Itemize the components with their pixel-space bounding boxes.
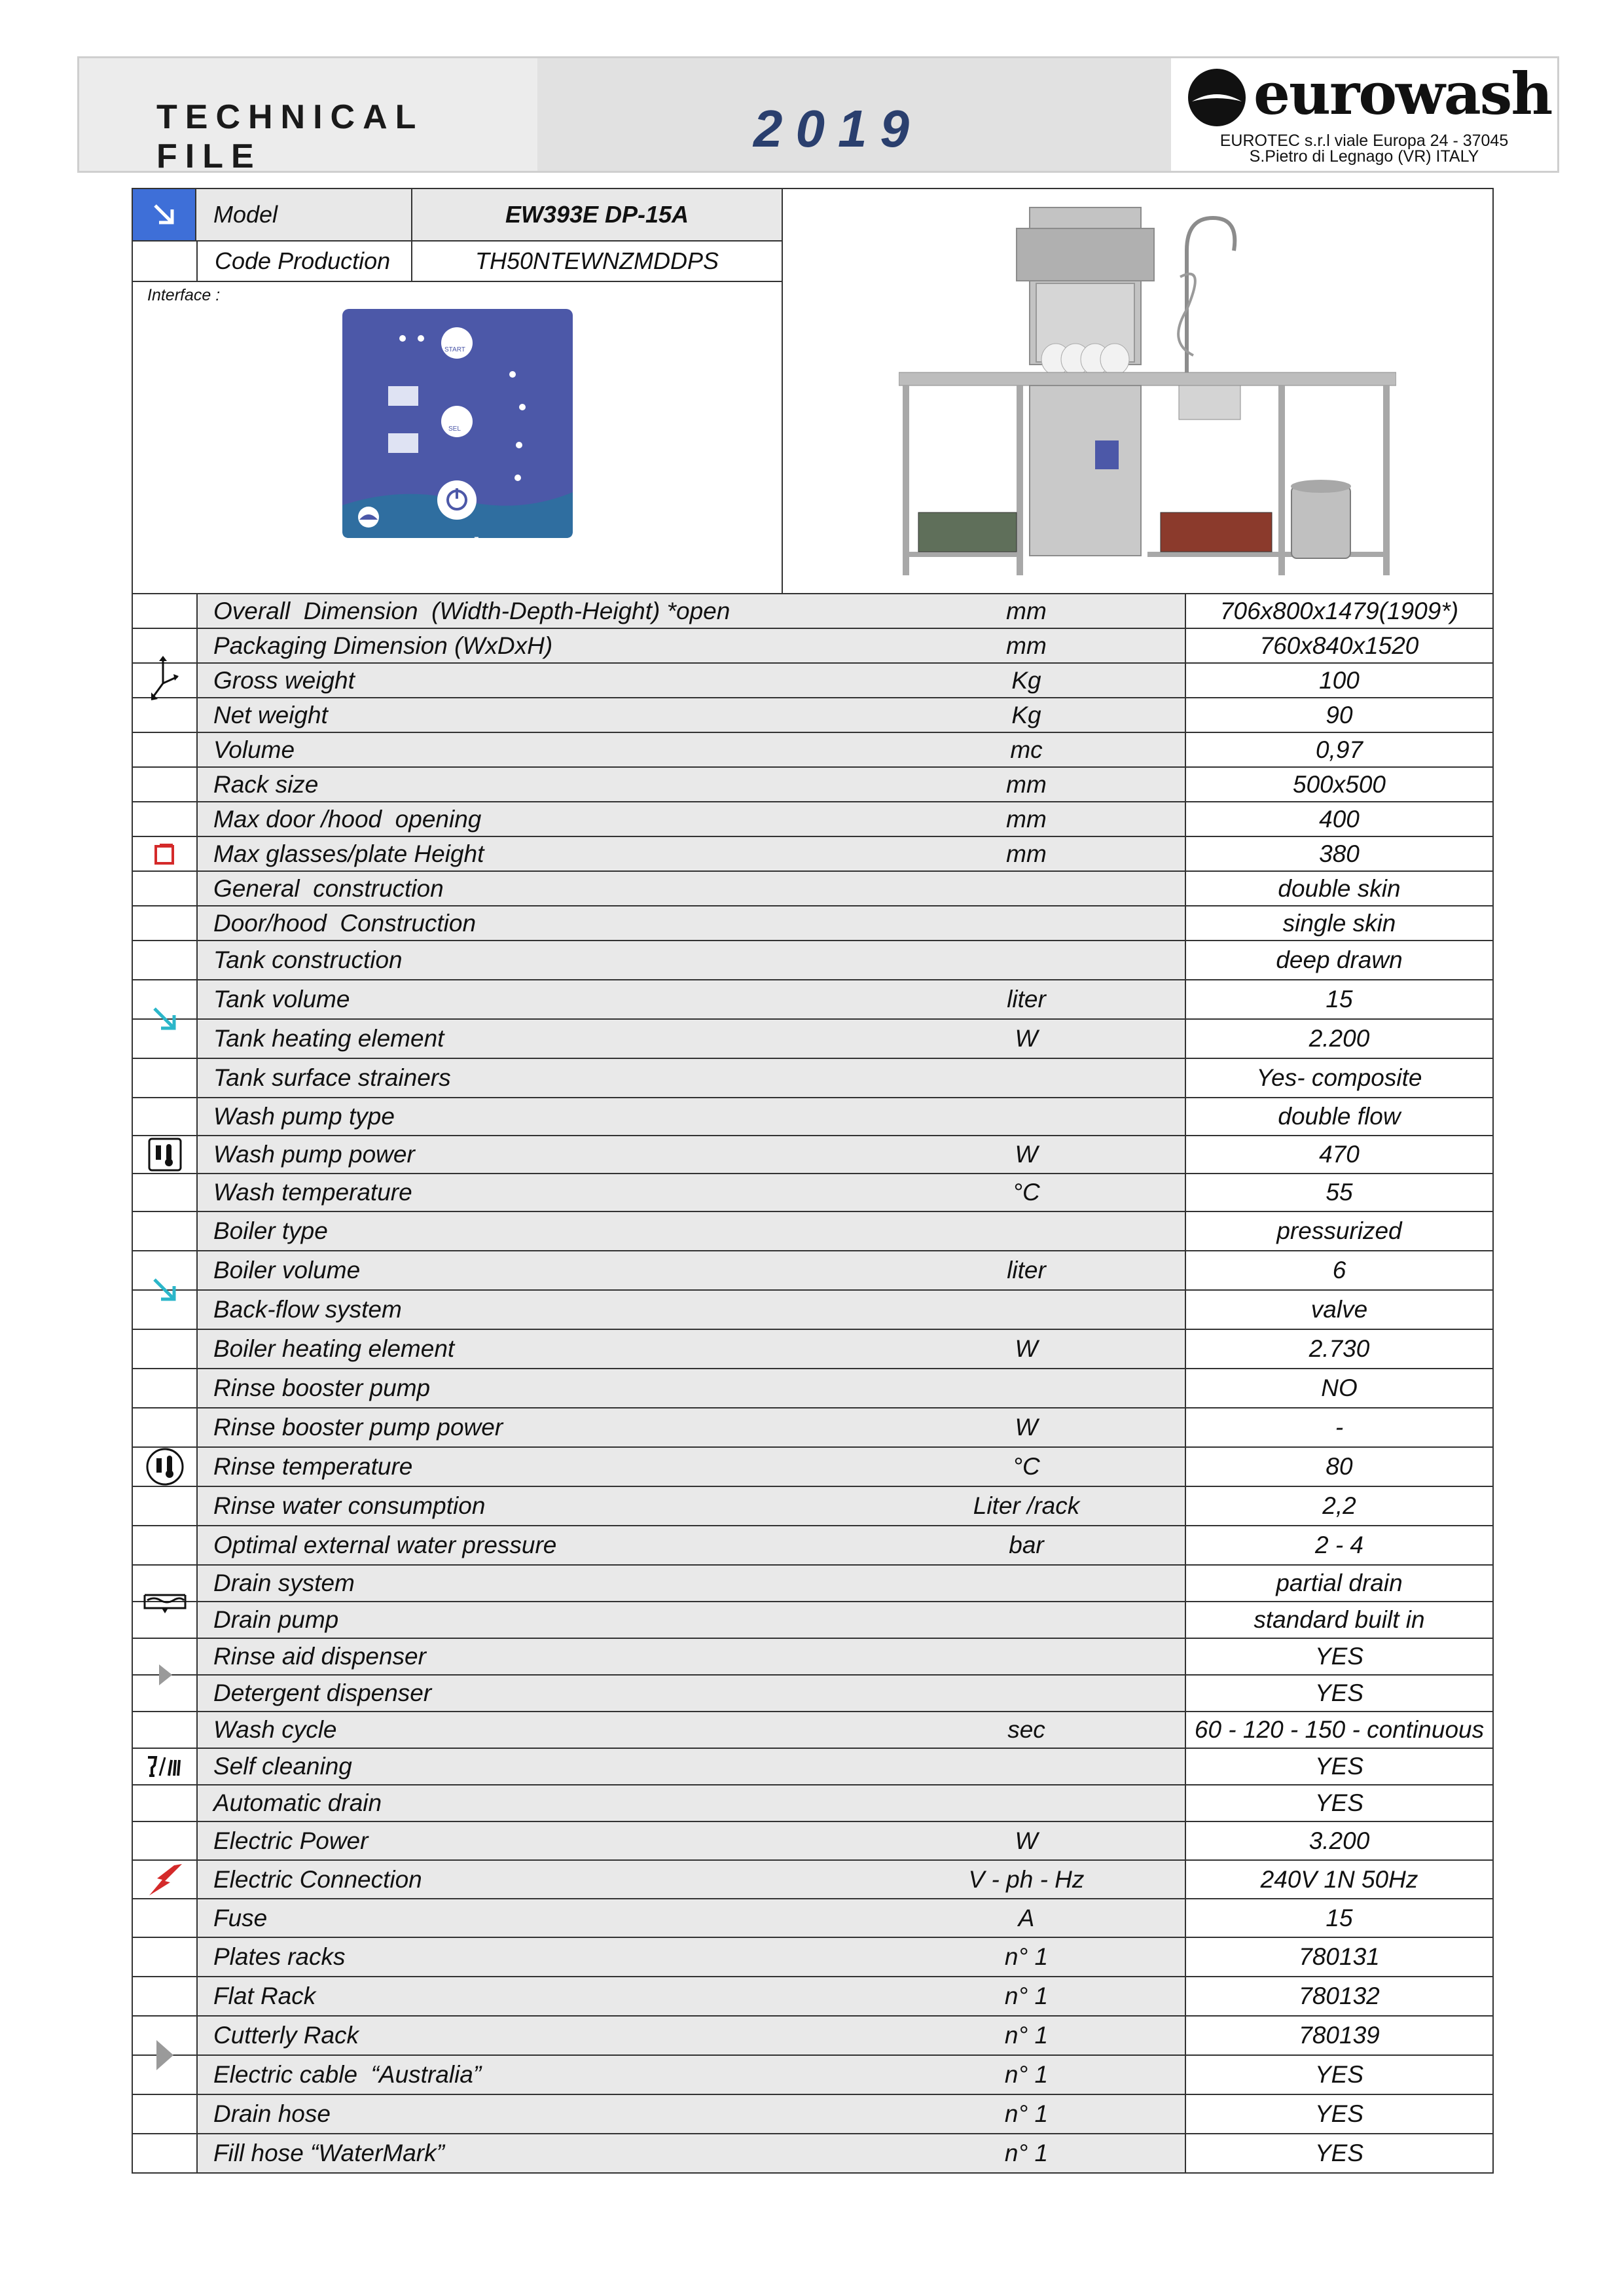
spec-label: Plates racks [196,1938,1185,1976]
spec-value: deep drawn [1185,941,1492,979]
title-cell [79,58,537,175]
dispenser-arrow-icon [133,1639,196,1712]
spec-value: 470 [1185,1136,1492,1173]
spec-label: Tank construction [196,941,1185,979]
spec-row [133,2056,1492,2095]
wash-cycle-icon [133,1712,196,1822]
spec-row [133,1785,1492,1822]
spec-row [133,1676,1492,1712]
model-block [132,188,1494,594]
spec-row [133,1977,1492,2017]
spec-label: Wash temperature [196,1174,1185,1211]
spec-label: Tank volume [196,980,1185,1018]
spec-label: Packaging Dimension (WxDxH) [196,629,1185,662]
spec-unit: liter [1007,1257,1046,1283]
spec-label: Rinse water consumption [196,1487,1185,1525]
spec-row [133,1369,1492,1408]
spec-label: Drain system [196,1566,1185,1601]
code-label: Code Production [196,242,412,281]
spec-row [133,1526,1492,1566]
spec-label: Fuse [196,1899,1185,1937]
spec-label: Boiler volume [196,1251,1185,1289]
spec-unit: mm [1006,632,1047,659]
spec-row [133,629,1492,664]
spec-unit: °C [1013,1179,1040,1206]
spec-label: Flat Rack [196,1977,1185,2015]
spec-unit: W [1015,1335,1038,1362]
spec-value: valve [1185,1291,1492,1329]
spec-unit: W [1015,1141,1038,1168]
spec-value: 2.730 [1185,1330,1492,1368]
dishwasher-image [899,198,1396,588]
spec-row [133,1899,1492,1938]
spec-value: 15 [1185,980,1492,1018]
spec-row [133,664,1492,698]
spec-value: Yes- composite [1185,1059,1492,1097]
code-icon-cell [133,242,196,281]
spec-label: Detergent dispenser [196,1676,1185,1711]
spec-row [133,1059,1492,1098]
spec-unit: mm [1006,597,1047,624]
spec-label: Electric Connection [196,1861,1185,1898]
spec-label: Net weight [196,698,1185,732]
spec-unit: bar [1009,1532,1044,1558]
spec-value: 80 [1185,1448,1492,1486]
spec-label: Electric Power [196,1822,1185,1859]
spec-unit: n° 1 [1004,2022,1049,2049]
spec-label: Boiler type [196,1212,1185,1250]
spec-label: Rinse aid dispenser [196,1639,1185,1674]
spec-value: YES [1185,2056,1492,2094]
panel-start-label: START [444,346,465,353]
spec-row [133,1566,1492,1602]
spec-unit: n° 1 [1004,2061,1049,2088]
spec-row [133,802,1492,837]
rack-square-icon [133,768,196,941]
spec-label: Wash cycle [196,1712,1185,1748]
company-address-line2: S.Pietro di Legnago (VR) ITALY [1249,147,1479,166]
brand-cell [1171,58,1557,171]
spec-row [133,1251,1492,1291]
panel-brand: eurowash [401,534,486,553]
spec-label: Rinse temperature [196,1448,1185,1486]
document-header [77,56,1559,173]
spec-unit: n° 1 [1004,2100,1049,2127]
spec-value: 2,2 [1185,1487,1492,1525]
spec-value: 240V 1N 50Hz [1185,1861,1492,1898]
spec-value: 60 - 120 - 150 - continuous [1185,1712,1492,1748]
spec-unit: n° 1 [1004,1943,1049,1970]
spec-unit [873,1291,1180,1329]
spec-value: YES [1185,2134,1492,2172]
spec-label: Max door /hood opening [196,802,1185,836]
spec-row [133,1330,1492,1369]
spec-unit: mm [1006,805,1047,833]
spec-value: 100 [1185,664,1492,697]
spec-label: General construction [196,872,1185,905]
year-cell [537,58,1171,171]
spec-label: Cutterly Rack [196,2017,1185,2054]
control-panel-image [342,309,573,538]
spec-label: Drain pump [196,1602,1185,1638]
spec-row [133,1174,1492,1212]
spec-label: Max glasses/plate Height [196,837,1185,870]
spec-unit: W [1015,1414,1038,1441]
spec-value: 780139 [1185,2017,1492,2054]
spec-unit: W [1015,1827,1038,1854]
spec-unit [873,1602,1180,1638]
spec-value: partial drain [1185,1566,1492,1601]
spec-row [133,594,1492,629]
model-value: EW393E DP-15A [412,189,782,240]
boiler-arrow-icon [133,1212,196,1369]
code-value: TH50NTEWNZMDDPS [475,247,719,274]
drain-water-icon [133,1566,196,1639]
spec-value: 760x840x1520 [1185,629,1492,662]
spec-value: standard built in [1185,1602,1492,1638]
spec-row [133,2017,1492,2056]
spec-value: 400 [1185,802,1492,836]
spec-unit: Kg [1011,666,1041,694]
spec-value: 780132 [1185,1977,1492,2015]
panel-sel-label: SEL [448,425,461,433]
spec-row [133,837,1492,872]
spec-unit [873,1369,1180,1407]
spec-row [133,1639,1492,1676]
spec-label: Volume [196,733,1185,766]
spec-value: double skin [1185,872,1492,905]
spec-value: pressurized [1185,1212,1492,1250]
spec-unit: A [1018,1904,1035,1931]
eurowash-logo [1187,61,1553,126]
spec-row [133,872,1492,906]
spec-value: - [1185,1408,1492,1446]
spec-unit [873,1676,1180,1711]
tank-arrow-icon [133,941,196,1098]
spec-unit: n° 1 [1004,1982,1049,2009]
spec-row [133,2134,1492,2174]
spec-value: 2 - 4 [1185,1526,1492,1564]
document-title: TECHNICAL FILE [156,98,424,175]
spec-row [133,1291,1492,1330]
model-arrow-icon [133,189,196,240]
spec-value: 3.200 [1185,1822,1492,1859]
spec-unit: mm [1006,840,1047,867]
spec-unit [873,1059,1180,1097]
accessories-arrow-icon [133,1938,196,2174]
spec-unit: sec [1007,1716,1045,1743]
spec-value: 780131 [1185,1938,1492,1976]
interface-label: Interface : [147,286,221,304]
spec-label: Boiler heating element [196,1330,1185,1368]
document-year: 2019 [753,99,922,158]
spec-unit: mm [1006,770,1047,798]
spec-row [133,733,1492,768]
spec-unit: V - ph - Hz [968,1865,1085,1893]
model-row [133,189,782,242]
spec-unit: W [1015,1025,1038,1052]
dimensions-icon [133,594,196,768]
spec-value: 706x800x1479(1909*) [1185,594,1492,628]
spec-row [133,698,1492,733]
spec-label: Optimal external water pressure [196,1526,1185,1564]
spec-value: 380 [1185,837,1492,870]
spec-label: Door/hood Construction [196,906,1185,940]
spec-unit: Kg [1011,701,1041,728]
spec-row [133,1861,1492,1899]
lightning-icon [133,1822,196,1938]
spec-unit [873,1212,1180,1250]
spec-value: YES [1185,2095,1492,2133]
spec-row [133,906,1492,941]
spec-unit [873,941,1180,979]
wash-pump-thermo-icon [133,1098,196,1212]
spec-label: Fill hose “WaterMark” [196,2134,1185,2172]
spec-label: Back-flow system [196,1291,1185,1329]
spec-label: Automatic drain [196,1785,1185,1821]
spec-unit [873,1639,1180,1674]
code-row [133,242,782,282]
spec-row [133,1136,1492,1174]
spec-value: NO [1185,1369,1492,1407]
spec-unit [873,1749,1180,1784]
brand-name: eurowash [1254,60,1552,128]
spec-row [133,980,1492,1020]
spec-unit [873,906,1180,940]
spec-value: double flow [1185,1098,1492,1135]
spec-row [133,1448,1492,1487]
spec-row [133,768,1492,802]
spec-unit: n° 1 [1004,2140,1049,2166]
spec-row [133,1822,1492,1861]
spec-row [133,1712,1492,1749]
spec-row [133,1020,1492,1059]
spec-row [133,1098,1492,1136]
spec-row [133,1602,1492,1639]
spec-value: YES [1185,1749,1492,1784]
spec-value: 90 [1185,698,1492,732]
spec-row [133,1212,1492,1251]
model-label: Model [196,189,412,240]
eurowash-logo-icon [1187,67,1247,128]
rinse-thermo-icon [133,1369,196,1566]
spec-row [133,941,1492,980]
spec-label: Wash pump power [196,1136,1185,1173]
spec-label: Tank heating element [196,1020,1185,1058]
spec-value: YES [1185,1676,1492,1711]
spec-unit: °C [1013,1453,1040,1480]
spec-label: Tank surface strainers [196,1059,1185,1097]
spec-row [133,1938,1492,1977]
spec-value: 0,97 [1185,733,1492,766]
spec-label: Electric cable “Australia” [196,2056,1185,2094]
spec-unit: Liter /rack [973,1492,1080,1519]
spec-unit [873,1098,1180,1135]
company-address-line1: EUROTEC s.r.l viale Europa 24 - 37045 [1219,132,1509,150]
spec-label: Overall Dimension (Width-Depth-Height) *open [196,594,1185,628]
spec-row [133,1487,1492,1526]
spec-value: YES [1185,1639,1492,1674]
spec-label: Wash pump type [196,1098,1185,1135]
spec-table [132,593,1494,2174]
spec-value: 55 [1185,1174,1492,1211]
model-block-divider [782,189,783,593]
spec-row [133,1408,1492,1448]
spec-unit: liter [1007,986,1046,1013]
spec-value: 500x500 [1185,768,1492,801]
spec-label: Gross weight [196,664,1185,697]
spec-value: YES [1185,1785,1492,1821]
spec-row [133,1749,1492,1785]
spec-value: 6 [1185,1251,1492,1289]
spec-value: single skin [1185,906,1492,940]
spec-label: Self cleaning [196,1749,1185,1784]
spec-label: Rinse booster pump [196,1369,1185,1407]
spec-label: Drain hose [196,2095,1185,2133]
spec-value: 15 [1185,1899,1492,1937]
spec-unit [873,1566,1180,1601]
spec-label: Rinse booster pump power [196,1408,1185,1446]
spec-value: 2.200 [1185,1020,1492,1058]
spec-unit: mc [1010,736,1043,763]
spec-unit [873,872,1180,905]
spec-unit [873,1785,1180,1821]
spec-row [133,2095,1492,2134]
spec-label: Rack size [196,768,1185,801]
